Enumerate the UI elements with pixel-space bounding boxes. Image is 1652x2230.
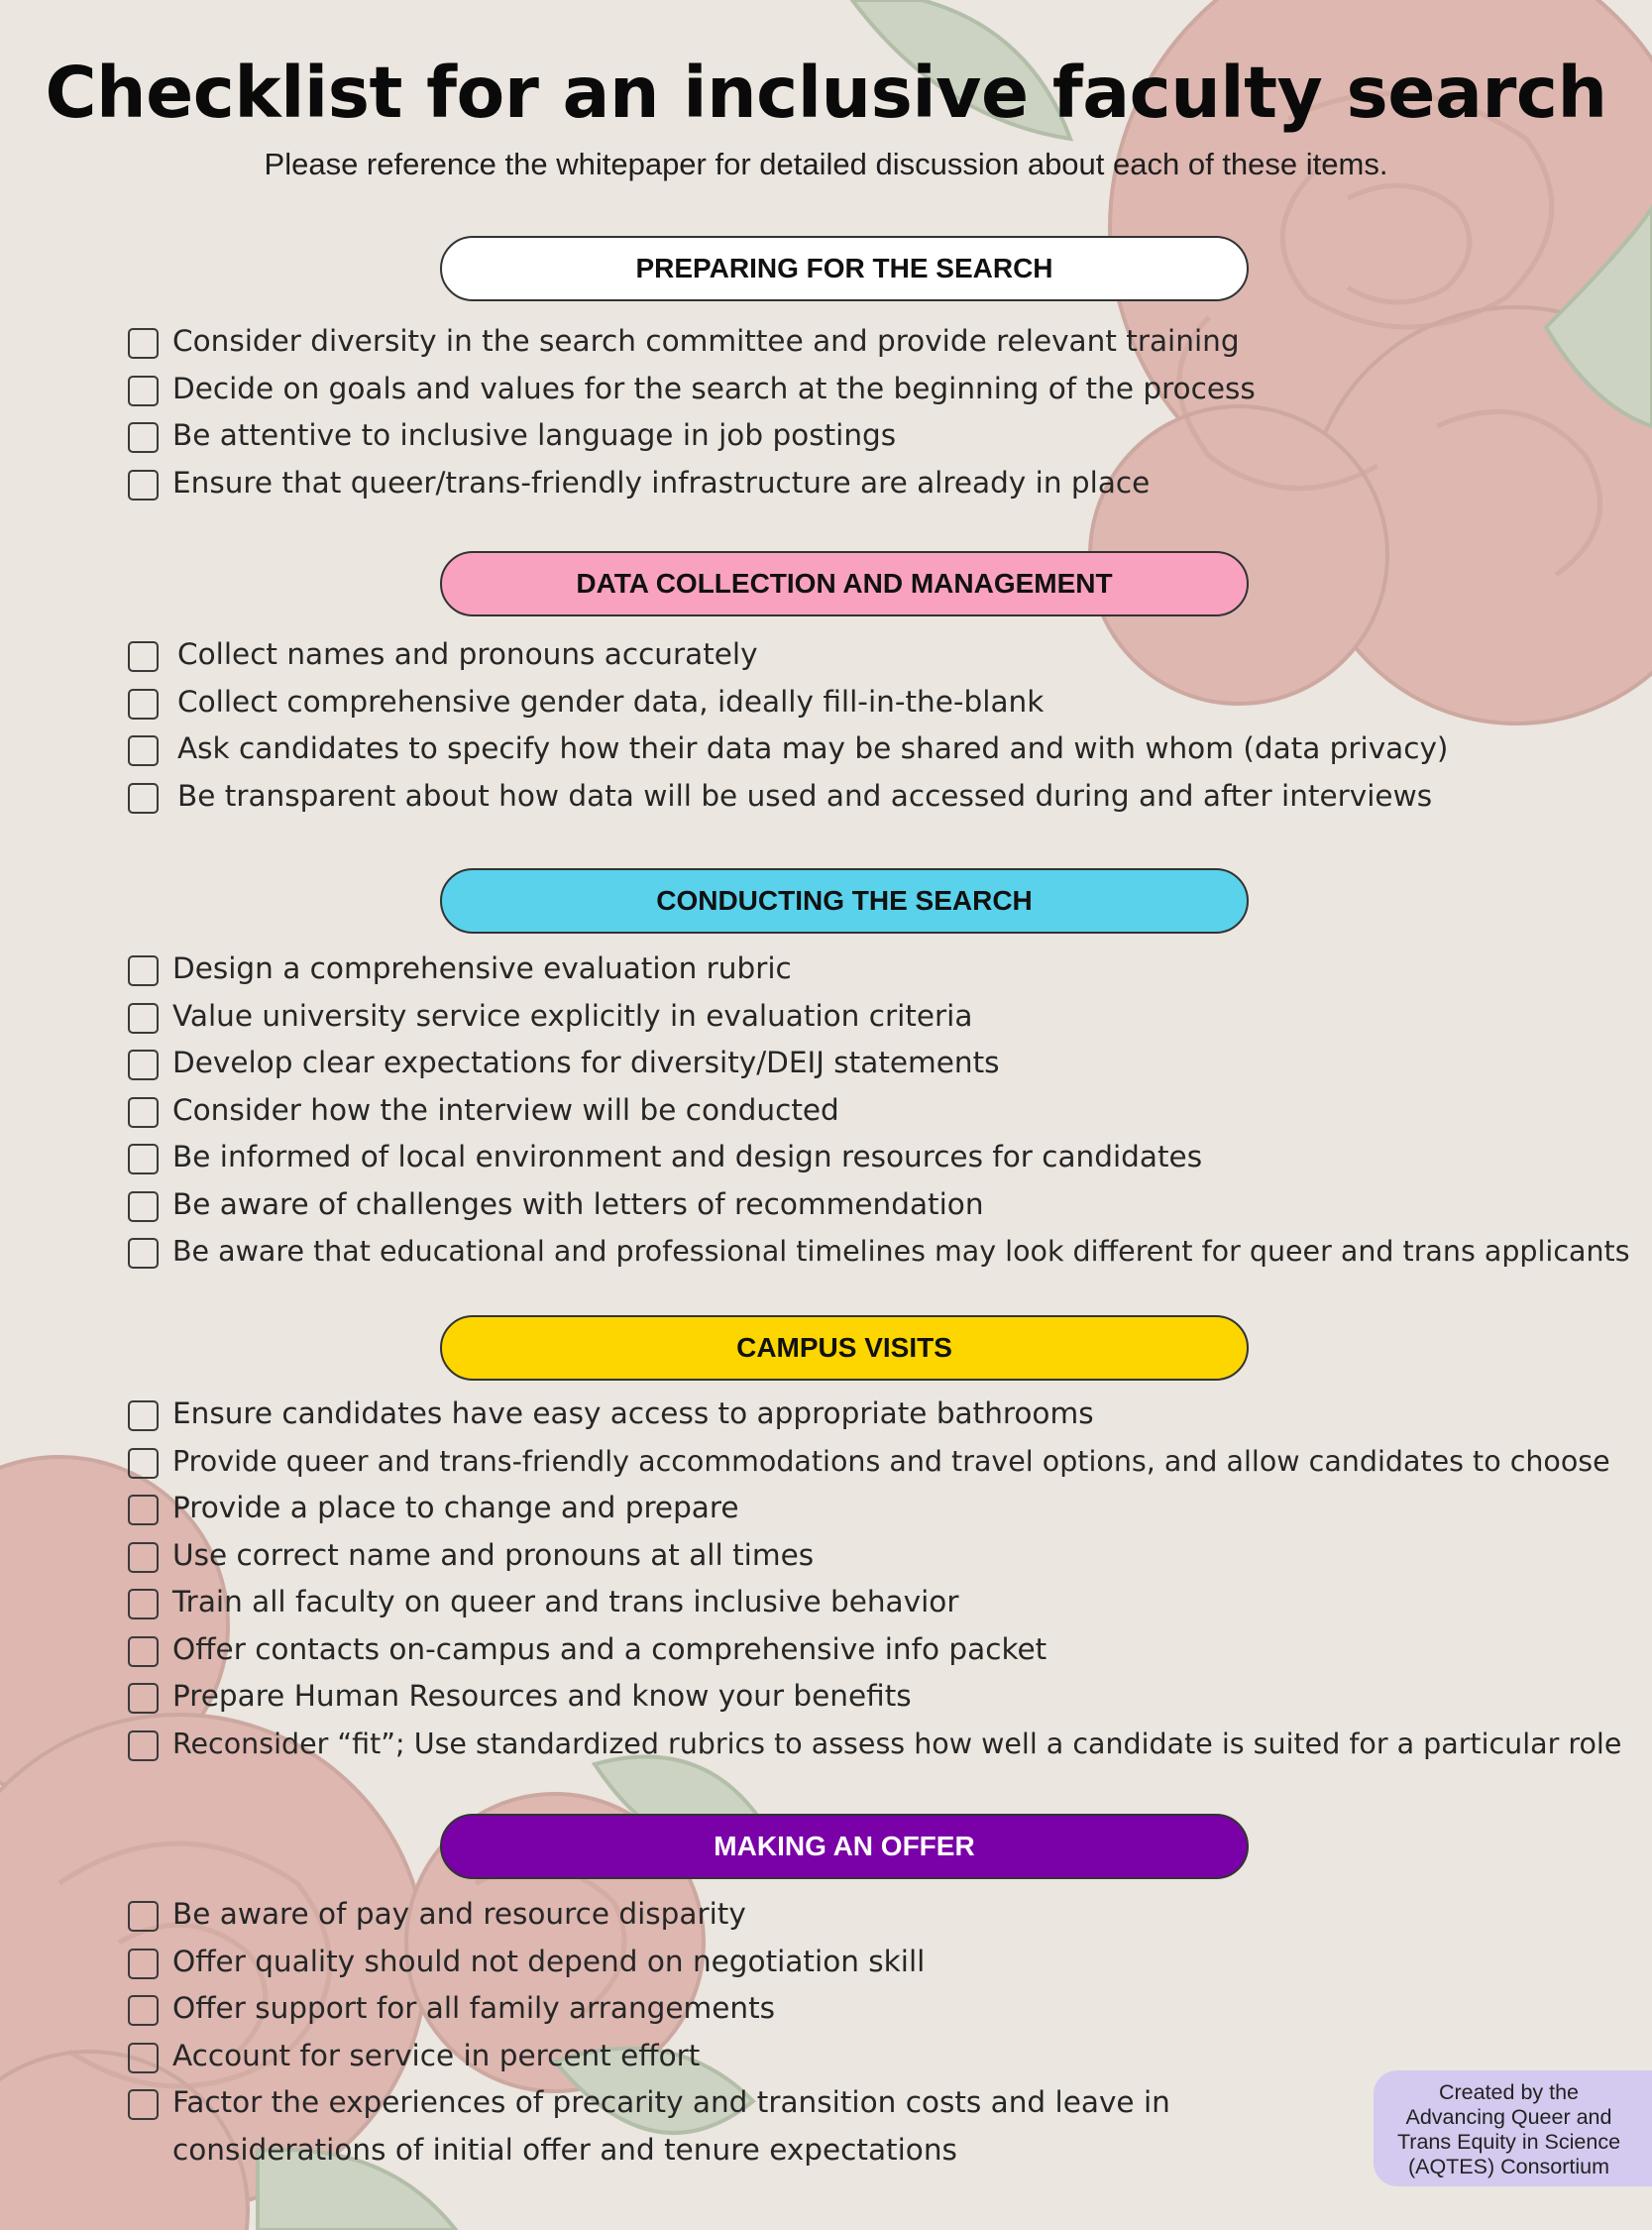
checkbox[interactable] bbox=[128, 783, 159, 814]
checkbox[interactable] bbox=[128, 1191, 159, 1222]
section-header-data-collection bbox=[440, 551, 1249, 616]
checkbox[interactable] bbox=[128, 1730, 159, 1761]
credit-line: (AQTES) Consortium bbox=[1407, 2155, 1610, 2178]
checklist-item-label: Reconsider “fit”; Use standardized rubrics to assess how well a candidate is suited for a particular role bbox=[172, 1727, 1622, 1760]
checklist-item-label: Ensure candidates have easy access to appropriate bathrooms bbox=[172, 1396, 1094, 1430]
checkbox[interactable] bbox=[128, 1589, 159, 1619]
section-header-making-offer bbox=[440, 1814, 1249, 1879]
checkbox[interactable] bbox=[128, 1495, 159, 1525]
checklist-item-label: Factor the experiences of precarity and transition costs and leave in considerations of initial offer and tenure expectations bbox=[172, 2085, 1170, 2167]
credit-badge bbox=[1374, 2070, 1652, 2186]
checklist-item-label: Be transparent about how data will be used and accessed during and after interviews bbox=[177, 778, 1433, 813]
checklist-item-label: Develop clear expectations for diversity/DEIJ statements bbox=[172, 1046, 1000, 1079]
checkbox[interactable] bbox=[128, 1995, 159, 2026]
checklist-item-label: Offer support for all family arrangements bbox=[172, 1991, 776, 2025]
credit-line: Advancing Queer and bbox=[1405, 2105, 1612, 2129]
checkbox[interactable] bbox=[128, 955, 159, 986]
checklist-item-label: Be informed of local environment and design resources for candidates bbox=[172, 1140, 1203, 1173]
checklist-item-label: Be aware of challenges with letters of recommendation bbox=[172, 1186, 984, 1221]
checklist-item-label: Be aware of pay and resource disparity bbox=[172, 1897, 746, 1931]
checkbox[interactable] bbox=[128, 1050, 159, 1080]
checkbox[interactable] bbox=[128, 689, 159, 720]
checkbox[interactable] bbox=[128, 328, 159, 359]
checkbox[interactable] bbox=[128, 1097, 159, 1128]
checkbox[interactable] bbox=[128, 2089, 159, 2120]
section-header-campus-visits bbox=[440, 1315, 1249, 1381]
checklist-item-label: Ensure that queer/trans-friendly infrastructure are already in place bbox=[172, 465, 1151, 500]
checkbox[interactable] bbox=[128, 641, 159, 672]
checklist-item-label: Collect names and pronouns accurately bbox=[177, 637, 758, 671]
section-header-label: PREPARING FOR THE SEARCH bbox=[635, 253, 1053, 283]
checklist-item-label: Value university service explicitly in evaluation criteria bbox=[172, 998, 973, 1033]
checklist-item-label: Offer quality should not depend on negotiation skill bbox=[172, 1944, 926, 1978]
section-header-label: DATA COLLECTION AND MANAGEMENT bbox=[576, 568, 1113, 599]
checkbox[interactable] bbox=[128, 1949, 159, 1979]
checkbox[interactable] bbox=[128, 1400, 159, 1431]
checklist-item-label: Use correct name and pronouns at all times bbox=[172, 1537, 815, 1572]
credit-line: Trans Equity in Science bbox=[1396, 2130, 1621, 2154]
checkbox[interactable] bbox=[128, 2043, 159, 2073]
section-header-label: MAKING AN OFFER bbox=[714, 1831, 975, 1861]
section-header-label: CAMPUS VISITS bbox=[736, 1332, 952, 1363]
checkbox[interactable] bbox=[128, 1448, 159, 1479]
checkbox[interactable] bbox=[128, 1542, 159, 1573]
checkbox[interactable] bbox=[128, 376, 159, 406]
credit-line: Created by the bbox=[1438, 2080, 1580, 2104]
checklist-item-label: Consider diversity in the search committee and provide relevant training bbox=[172, 324, 1240, 358]
checklist-item-label: Train all faculty on queer and trans inclusive behavior bbox=[172, 1585, 959, 1618]
checkbox[interactable] bbox=[128, 470, 159, 501]
checklist-item-label: Provide a place to change and prepare bbox=[172, 1491, 739, 1524]
checklist-item-label: Provide queer and trans-friendly accommodations and travel options, and allow candidates to choose bbox=[172, 1444, 1610, 1478]
checklist-item-label: Ask candidates to specify how their data may be shared and with whom (data privacy) bbox=[177, 731, 1449, 765]
section-header-preparing bbox=[440, 236, 1249, 301]
page-subtitle: Please reference the whitepaper for detailed discussion about each of these items. bbox=[264, 147, 1388, 181]
page-title: Checklist for an inclusive faculty search bbox=[45, 52, 1607, 134]
checklist-item-label: Decide on goals and values for the search at the beginning of the process bbox=[172, 371, 1256, 405]
checkbox[interactable] bbox=[128, 1683, 159, 1714]
checkbox[interactable] bbox=[128, 1901, 159, 1932]
checkbox[interactable] bbox=[128, 735, 159, 766]
checklist-item-label: Design a comprehensive evaluation rubric bbox=[172, 951, 792, 985]
checklist-item-label: Offer contacts on-campus and a comprehensive info packet bbox=[172, 1631, 1047, 1666]
checkbox[interactable] bbox=[128, 1636, 159, 1667]
checklist-item-label: Collect comprehensive gender data, ideally fill-in-the-blank bbox=[177, 684, 1045, 719]
checkbox[interactable] bbox=[128, 422, 159, 453]
checklist-item-label: Be aware that educational and professional timelines may look different for queer and trans applicants bbox=[172, 1235, 1630, 1268]
section-header-conducting bbox=[440, 868, 1249, 934]
checklist-item-label: Be attentive to inclusive language in job postings bbox=[172, 418, 897, 452]
checkbox[interactable] bbox=[128, 1238, 159, 1269]
checkbox[interactable] bbox=[128, 1144, 159, 1174]
checkbox[interactable] bbox=[128, 1003, 159, 1034]
section-header-label: CONDUCTING THE SEARCH bbox=[656, 885, 1033, 916]
checklist-item-label: Account for service in percent effort bbox=[172, 2038, 701, 2072]
checklist-item-label: Prepare Human Resources and know your benefits bbox=[172, 1679, 912, 1713]
checklist-item-label: Consider how the interview will be conducted bbox=[172, 1092, 839, 1127]
